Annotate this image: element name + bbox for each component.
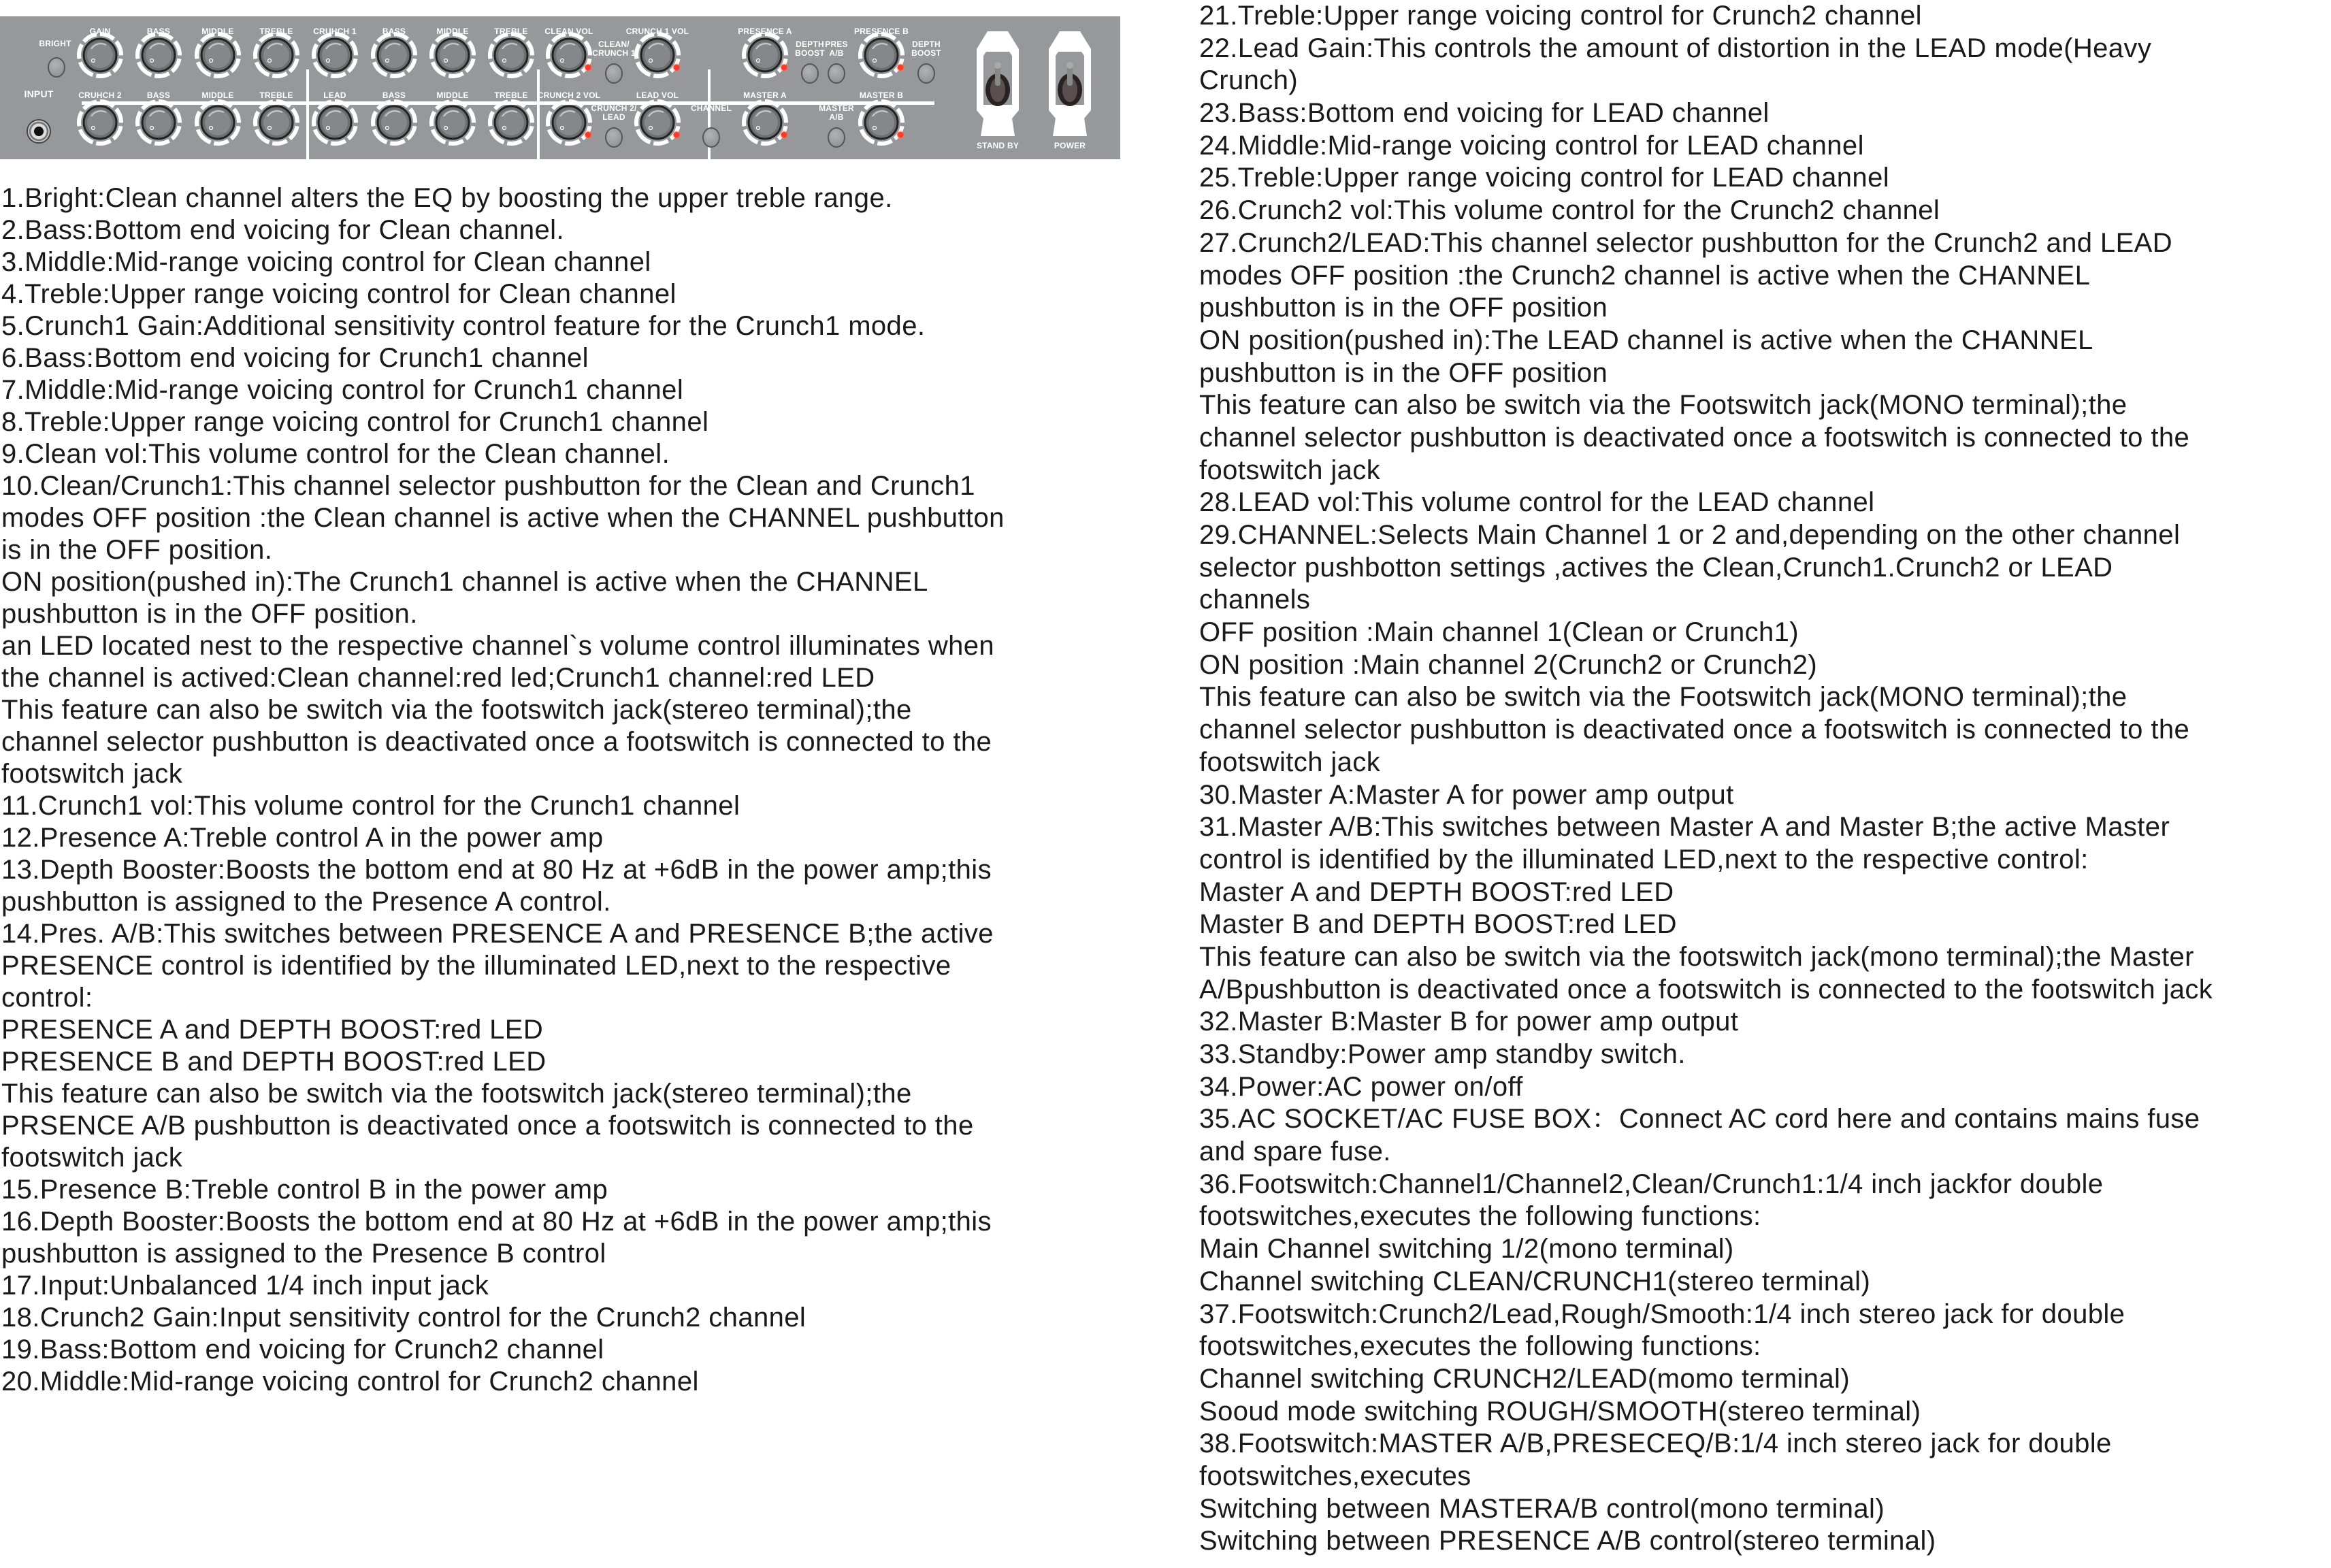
knob-label: CRUHCH 2: [78, 91, 122, 100]
knob-icon: [427, 30, 478, 80]
description-line: pushbutton is in the OFF position: [1199, 357, 1608, 388]
description-line: 38.Footswitch:MASTER A/B,PRESECEQ/B:1/4 inch stereo jack for double: [1199, 1428, 2112, 1459]
knob-crunch-1-vol[interactable]: [632, 30, 683, 80]
description-line: control is identified by the illuminated LED,next to the respective control:: [1199, 844, 2089, 875]
led-indicator: [585, 132, 591, 138]
description-line: 22.Lead Gain:This controls the amount of distortion in the LEAD mode(Heavy: [1199, 33, 2152, 63]
description-line: This feature can also be switch via the footswitch jack(stereo terminal);the: [1, 1079, 912, 1109]
button-label: CRUNCH 2/ LEAD: [591, 103, 637, 122]
description-line: 8.Treble:Upper range voicing control for Crunch1 channel: [1, 407, 709, 437]
description-line: 20.Middle:Mid-range voicing control for Crunch2 channel: [1, 1367, 699, 1396]
knob-icon: [740, 30, 790, 80]
knob-icon: [856, 30, 907, 80]
description-line: pushbutton is assigned to the Presence B control: [1, 1239, 606, 1269]
description-line: 17.Input:Unbalanced 1/4 inch input jack: [1, 1271, 489, 1301]
description-line: 12.Presence A:Treble control A in the power amp: [1, 823, 604, 853]
description-line: Master B and DEPTH BOOST:red LED: [1199, 909, 1677, 940]
switch-label: POWER: [1054, 141, 1086, 150]
led-indicator: [674, 65, 680, 71]
button-label: DEPTH BOOST: [795, 39, 825, 58]
knob-icon: [310, 97, 360, 148]
knob-icon: [427, 97, 478, 148]
description-line: 3.Middle:Mid-range voicing control for Clean channel: [1, 247, 651, 277]
knob-label: MIDDLE: [436, 27, 469, 36]
description-line: A/Bpushbutton is deactivated once a footswitch is connected to the footswitch jack: [1199, 974, 2213, 1004]
description-line: ON position(pushed in):The Crunch1 channel is active when the CHANNEL: [1, 567, 928, 597]
knob-label: BASS: [382, 91, 406, 100]
led-indicator: [781, 65, 787, 71]
description-line: PRSENCE A/B pushbutton is deactivated once a footswitch is connected to the: [1, 1111, 974, 1141]
knob-lead-vol[interactable]: [632, 97, 683, 148]
knob-label: LEAD VOL: [636, 91, 679, 100]
description-line: 21.Treble:Upper range voicing control for Crunch2 channel: [1199, 1, 1922, 31]
knob-bass[interactable]: [133, 97, 184, 148]
description-line: Channel switching CLEAN/CRUNCH1(stereo terminal): [1199, 1266, 1871, 1296]
knob-icon: [133, 97, 184, 148]
button-label: PRES A/B: [825, 39, 848, 58]
description-line: 15.Presence B:Treble control B in the power amp: [1, 1175, 608, 1205]
description-line: 7.Middle:Mid-range voicing control for Crunch1 channel: [1, 375, 684, 405]
description-line: Master A and DEPTH BOOST:red LED: [1199, 877, 1674, 907]
description-line: 37.Footswitch:Crunch2/Lead,Rough/Smooth:1/4 inch stereo jack for double: [1199, 1298, 2125, 1329]
description-line: footswitch jack: [1, 1143, 183, 1173]
description-line: 11.Crunch1 vol:This volume control for the Crunch1 channel: [1, 791, 740, 821]
description-line: 24.Middle:Mid-range voicing control for LEAD channel: [1199, 130, 1864, 161]
description-line: modes OFF position :the Crunch2 channel is active when the CHANNEL: [1199, 260, 2091, 291]
panel-divider-vertical: [708, 69, 711, 166]
description-line: 5.Crunch1 Gain:Additional sensitivity control feature for the Crunch1 mode.: [1, 311, 926, 341]
toggle-switch-icon: [1046, 29, 1094, 137]
pushbutton-2[interactable]: [828, 63, 845, 84]
knob-middle[interactable]: [427, 97, 478, 148]
knob-label: CRUHCH 1: [313, 27, 357, 36]
button-label: CHANNEL: [690, 103, 732, 113]
knob-treble[interactable]: [486, 97, 536, 148]
description-line: channels: [1199, 585, 1311, 615]
description-line: 32.Master B:Master B for power amp output: [1199, 1007, 1739, 1037]
description-line: 2.Bass:Bottom end voicing for Clean channel.: [1, 215, 564, 245]
description-line: footswitch jack: [1199, 455, 1381, 485]
description-line: 18.Crunch2 Gain:Input sensitivity control for the Crunch2 channel: [1, 1303, 806, 1333]
input-jack[interactable]: [27, 119, 51, 144]
description-line: pushbutton is in the OFF position: [1199, 293, 1608, 323]
led-indicator: [674, 132, 680, 138]
knob-lead[interactable]: [310, 97, 360, 148]
knob-icon: [310, 30, 360, 80]
knob-gain[interactable]: [75, 30, 125, 80]
description-line: This feature can also be switch via the footswitch jack(stereo terminal);the: [1, 695, 912, 725]
description-line: 26.Crunch2 vol:This volume control for the Crunch2 channel: [1199, 195, 1940, 226]
knob-label: MASTER B: [859, 91, 904, 100]
description-line: PRESENCE B and DEPTH BOOST:red LED: [1, 1047, 547, 1077]
knob-label: BASS: [382, 27, 406, 36]
knob-presence-b[interactable]: [856, 30, 907, 80]
description-line: 35.AC SOCKET/AC FUSE BOX：Connect AC cord here and contains mains fuse: [1199, 1104, 2200, 1134]
knob-label: PRESENCE A: [738, 27, 792, 36]
description-line: 23.Bass:Bottom end voicing for LEAD channel: [1199, 98, 1770, 129]
knob-label: BASS: [146, 27, 171, 36]
description-line: ON position(pushed in):The LEAD channel is active when the CHANNEL: [1199, 325, 2093, 355]
knob-label: PRESENCE B: [853, 27, 909, 36]
knob-label: CRUNCH 2 VOL: [537, 91, 601, 100]
knob-icon: [369, 30, 419, 80]
description-line: selector pushbotton settings ,actives the Clean,Crunch1.Crunch2 or LEAD: [1199, 552, 2113, 583]
description-line: modes OFF position :the Clean channel is active when the CHANNEL pushbutton: [1, 503, 1005, 533]
description-line: 31.Master A/B:This switches between Master A and Master B;the active Master: [1199, 812, 2170, 843]
description-column-left: [1, 182, 1005, 1398]
knob-label: MASTER A: [743, 91, 787, 100]
description-line: 13.Depth Booster:Boosts the bottom end at 80 Hz at +6dB in the power amp;this: [1, 855, 992, 885]
knob-icon: [632, 97, 683, 148]
led-indicator: [898, 65, 904, 71]
description-line: This feature can also be switch via the Footswitch jack(MONO terminal);the: [1199, 390, 2128, 421]
button-label: CLEAN/ CRUNCH 1: [592, 39, 636, 58]
knob-bass[interactable]: [369, 30, 419, 80]
description-line: pushbutton is in the OFF position.: [1, 599, 418, 629]
knob-icon: [740, 97, 790, 148]
description-line: This feature can also be switch via the footswitch jack(mono terminal);the Master: [1199, 941, 2194, 972]
description-line: 28.LEAD vol:This volume control for the LEAD channel: [1199, 487, 1875, 518]
description-line: ON position :Main channel 2(Crunch2 or Crunch2): [1199, 649, 1818, 680]
description-line: 10.Clean/Crunch1:This channel selector pushbutton for the Clean and Crunch1: [1, 471, 975, 501]
knob-master-b[interactable]: [856, 97, 907, 148]
description-line: pushbutton is assigned to the Presence A control.: [1, 887, 611, 917]
description-line: 14.Pres. A/B:This switches between PRESENCE A and PRESENCE B;the active: [1, 919, 994, 949]
knob-icon: [193, 30, 243, 80]
knob-label: LEAD: [323, 91, 346, 100]
knob-cruhch-2[interactable]: [75, 97, 125, 148]
description-line: 36.Footswitch:Channel1/Channel2,Clean/Crunch1:1/4 inch jackfor double: [1199, 1169, 2104, 1199]
description-line: control:: [1, 983, 93, 1013]
bright-label: BRIGHT: [39, 39, 71, 48]
knob-clean-vol[interactable]: [544, 30, 594, 80]
description-line: footswitch jack: [1199, 747, 1381, 777]
knob-label: MIDDLE: [201, 27, 234, 36]
knob-treble[interactable]: [486, 30, 536, 80]
knob-icon: [251, 30, 301, 80]
pushbutton-bottom-1[interactable]: [702, 127, 720, 148]
description-line: 33.Standby:Power amp standby switch.: [1199, 1039, 1686, 1069]
description-line: footswitches,executes the following functions:: [1199, 1331, 1761, 1362]
knob-bass[interactable]: [133, 30, 184, 80]
knob-icon: [133, 30, 184, 80]
description-line: footswitches,executes: [1199, 1460, 1471, 1491]
knob-label: MIDDLE: [201, 91, 234, 100]
description-column-right: [1199, 0, 2213, 1558]
knob-icon: [193, 97, 243, 148]
pushbutton-bottom-0[interactable]: [605, 127, 623, 148]
pushbutton-3[interactable]: [917, 63, 935, 84]
switch-label: STAND BY: [976, 141, 1020, 150]
knob-icon: [632, 30, 683, 80]
description-line: 9.Clean vol:This volume control for the Clean channel.: [1, 439, 670, 469]
bright-button[interactable]: [48, 57, 65, 78]
description-line: PRESENCE A and DEPTH BOOST:red LED: [1, 1015, 544, 1045]
knob-icon: [544, 97, 594, 148]
description-line: footswitch jack: [1, 759, 183, 789]
description-line: the channel is actived:Clean channel:red led;Crunch1 channel:red LED: [1, 663, 875, 693]
knob-treble[interactable]: [251, 30, 301, 80]
knob-label: TREBLE: [494, 27, 528, 36]
amp-front-panel: [0, 16, 1120, 159]
description-line: 19.Bass:Bottom end voicing for Crunch2 channel: [1, 1335, 604, 1365]
knob-label: TREBLE: [259, 91, 293, 100]
pushbutton-bottom-2[interactable]: [828, 127, 845, 148]
panel-divider-vertical: [306, 69, 309, 166]
description-line: 4.Treble:Upper range voicing control for Clean channel: [1, 279, 677, 309]
description-line: Switching between PRESENCE A/B control(stereo terminal): [1199, 1526, 1936, 1556]
knob-label: CRUNCH 1 VOL: [625, 27, 689, 36]
knob-middle[interactable]: [193, 30, 243, 80]
description-line: OFF position :Main channel 1(Clean or Crunch1): [1199, 617, 1799, 648]
description-line: Channel switching CRUNCH2/LEAD(momo terminal): [1199, 1363, 1851, 1394]
description-line: 1.Bright:Clean channel alters the EQ by boosting the upper treble range.: [1, 183, 893, 213]
input-label: INPUT: [24, 88, 54, 99]
description-line: 30.Master A:Master A for power amp output: [1199, 779, 1734, 810]
knob-label: BASS: [146, 91, 171, 100]
led-indicator: [781, 132, 787, 138]
description-line: 27.Crunch2/LEAD:This channel selector pushbutton for the Crunch2 and LEAD: [1199, 227, 2173, 258]
led-indicator: [585, 65, 591, 71]
knob-icon: [75, 30, 125, 80]
description-line: an LED located nest to the respective channel`s volume control illuminates when: [1, 631, 995, 661]
description-line: 6.Bass:Bottom end voicing for Crunch1 channel: [1, 343, 589, 373]
description-line: Crunch): [1199, 65, 1299, 96]
power-switch[interactable]: [1046, 29, 1094, 137]
knob-bass[interactable]: [369, 97, 419, 148]
description-line: 16.Depth Booster:Boosts the bottom end at 80 Hz at +6dB in the power amp;this: [1, 1207, 992, 1237]
knob-middle[interactable]: [427, 30, 478, 80]
description-line: This feature can also be switch via the Footswitch jack(MONO terminal);the: [1199, 682, 2128, 713]
button-label: MASTER A/B: [819, 103, 854, 122]
button-label: DEPTH BOOST: [911, 39, 941, 58]
standby-switch[interactable]: [974, 29, 1022, 137]
knob-label: CLEAN VOL: [544, 27, 593, 36]
pushbutton-0[interactable]: [605, 63, 623, 84]
description-line: Switching between MASTERA/B control(mono terminal): [1199, 1493, 1885, 1524]
knob-crunch-2-vol[interactable]: [544, 97, 594, 148]
knob-icon: [251, 97, 301, 148]
description-line: footswitches,executes the following functions:: [1199, 1201, 1761, 1232]
description-line: and spare fuse.: [1199, 1137, 1391, 1167]
description-line: Main Channel switching 1/2(mono terminal): [1199, 1234, 1734, 1264]
knob-label: GAIN: [89, 27, 111, 36]
panel-divider-vertical: [537, 69, 540, 166]
description-line: channel selector pushbutton is deactivated once a footswitch is connected to the: [1199, 422, 2190, 453]
knob-presence-a[interactable]: [740, 30, 790, 80]
description-line: channel selector pushbutton is deactivated once a footswitch is connected to the: [1199, 715, 2190, 745]
knob-icon: [75, 97, 125, 148]
description-line: PRESENCE control is identified by the illuminated LED,next to the respective: [1, 951, 951, 981]
knob-label: MIDDLE: [436, 91, 469, 100]
toggle-switch-icon: [974, 29, 1022, 137]
description-line: 25.Treble:Upper range voicing control for LEAD channel: [1199, 163, 1890, 193]
description-line: 34.Power:AC power on/off: [1199, 1071, 1523, 1102]
description-line: is in the OFF position.: [1, 535, 273, 565]
knob-cruhch-1[interactable]: [310, 30, 360, 80]
knob-icon: [856, 97, 907, 148]
knob-middle[interactable]: [193, 97, 243, 148]
description-line: Sooud mode switching ROUGH/SMOOTH(stereo terminal): [1199, 1396, 1921, 1426]
knob-icon: [486, 30, 536, 80]
knob-icon: [544, 30, 594, 80]
knob-master-a[interactable]: [740, 97, 790, 148]
description-line: 29.CHANNEL:Selects Main Channel 1 or 2 and,depending on the other channel: [1199, 520, 2181, 550]
led-indicator: [898, 132, 904, 138]
knob-icon: [486, 97, 536, 148]
knob-label: TREBLE: [494, 91, 528, 100]
pushbutton-1[interactable]: [801, 63, 819, 84]
knob-treble[interactable]: [251, 97, 301, 148]
description-line: channel selector pushbutton is deactivated once a footswitch is connected to the: [1, 727, 992, 757]
knob-label: TREBLE: [259, 27, 293, 36]
knob-icon: [369, 97, 419, 148]
